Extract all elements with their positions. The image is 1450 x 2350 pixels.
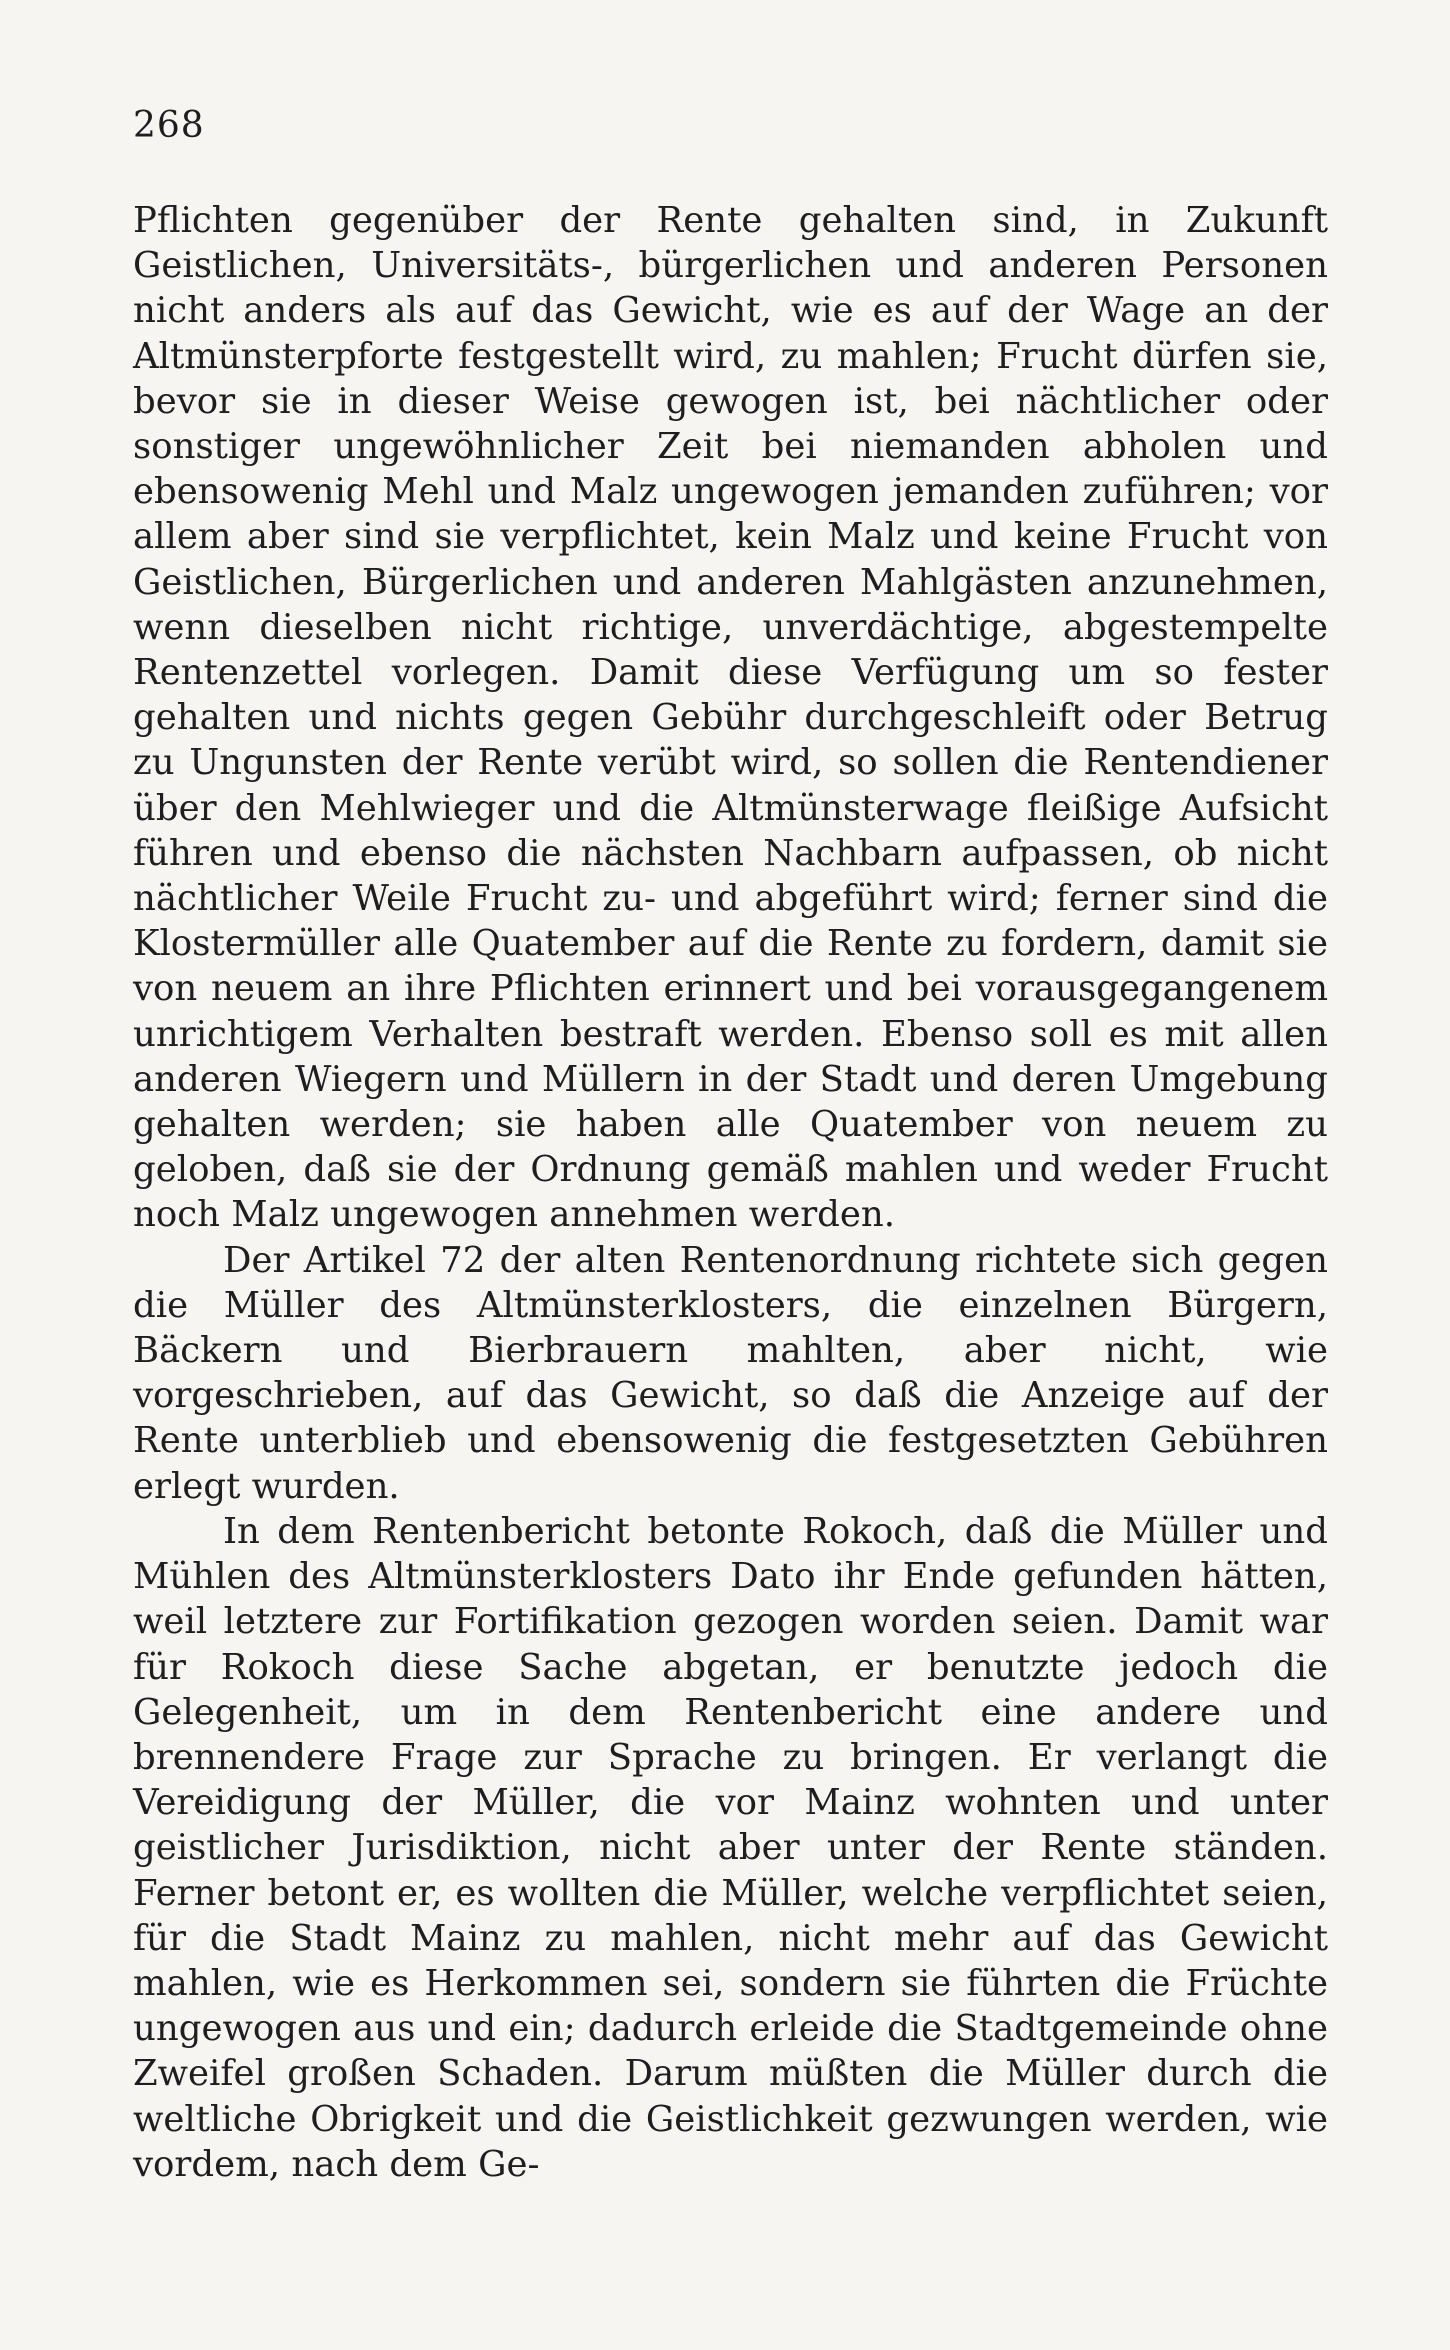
paragraph-1: Pflichten gegenüber der Rente gehalten sind, in Zukunft Geistlichen, Universitäts-, bürgerlichen und anderen Personen nicht anders als auf das Gewicht, wie es auf der Wage an der Altmünsterpforte festgestellt wird, zu mahlen; Frucht dürfen sie, bevor sie in dieser Weise gewogen ist, bei nächtlicher oder sonstiger ungewöhnlicher Zeit bei niemanden abholen und ebensowenig Mehl und Malz ungewogen jemanden zuführen; vor allem aber sind sie verpflichtet, kein Malz und keine Frucht von Geistlichen, Bürgerlichen und anderen Mahlgästen anzunehmen, wenn dieselben nicht richtige, unverdächtige, abgestempelte Rentenzettel vorlegen. Damit diese Verfügung um so fester gehalten und nichts gegen Gebühr durchgeschleift oder Betrug zu Ungunsten der Rente verübt wird, so sollen die Rentendiener über den Mehlwieger und die Altmünsterwage fleißige Aufsicht führen und ebenso die nächsten Nachbarn aufpassen, ob nicht nächtlicher Weile Frucht zu- und abgeführt wird; ferner sind die Klostermüller alle Quatember auf die Rente zu fordern, damit sie von neuem an ihre Pflichten erinnert und bei vorausgegangenem unrichtigem Verhalten bestraft werden. Ebenso soll es mit allen anderen Wiegern und Müllern in der Stadt und deren Umgebung gehalten werden; sie haben alle Quatember von neuem zu geloben, daß sie der Ordnung gemäß mahlen und weder Frucht noch Malz ungewogen annehmen werden. xyxy=(133,200,1328,1236)
paragraph-3: In dem Rentenbericht betonte Rokoch, daß die Müller und Mühlen des Altmünsterklosters Dato ihr Ende gefunden hätten, weil letztere zur Fortifikation gezogen worden seien. Damit war für Rokoch diese Sache abgetan, er benutzte jedoch die Gelegenheit, um in dem Rentenbericht eine andere und brennendere Frage zur Sprache zu bringen. Er verlangt die Vereidigung der Müller, die vor Mainz wohnten und unter geistlicher Jurisdiktion, nicht aber unter der Rente ständen. Ferner betont er, es wollten die Müller, welche verpflichtet seien, für die Stadt Mainz zu mahlen, nicht mehr auf das Gewicht mahlen, wie es Herkommen sei, sondern sie führten die Früchte ungewogen aus und ein; dadurch erleide die Stadtgemeinde ohne Zweifel großen Schaden. Darum müßten die Müller durch die weltliche Obrigkeit und die Geistlichkeit gezwungen werden, wie vordem, nach dem Ge- xyxy=(133,1510,1328,2185)
paragraph-2: Der Artikel 72 der alten Rentenordnung richtete sich gegen die Müller des Altmünsterklosters, die einzelnen Bürgern, Bäckern und Bierbrauern mahlten, aber nicht, wie vorgeschrieben, auf das Gewicht, so daß die Anzeige auf der Rente unterblieb und ebensowenig die festgesetzten Gebühren erlegt wurden. xyxy=(133,1239,1328,1507)
page-number: 268 xyxy=(133,105,205,146)
body-text xyxy=(133,198,1328,2187)
